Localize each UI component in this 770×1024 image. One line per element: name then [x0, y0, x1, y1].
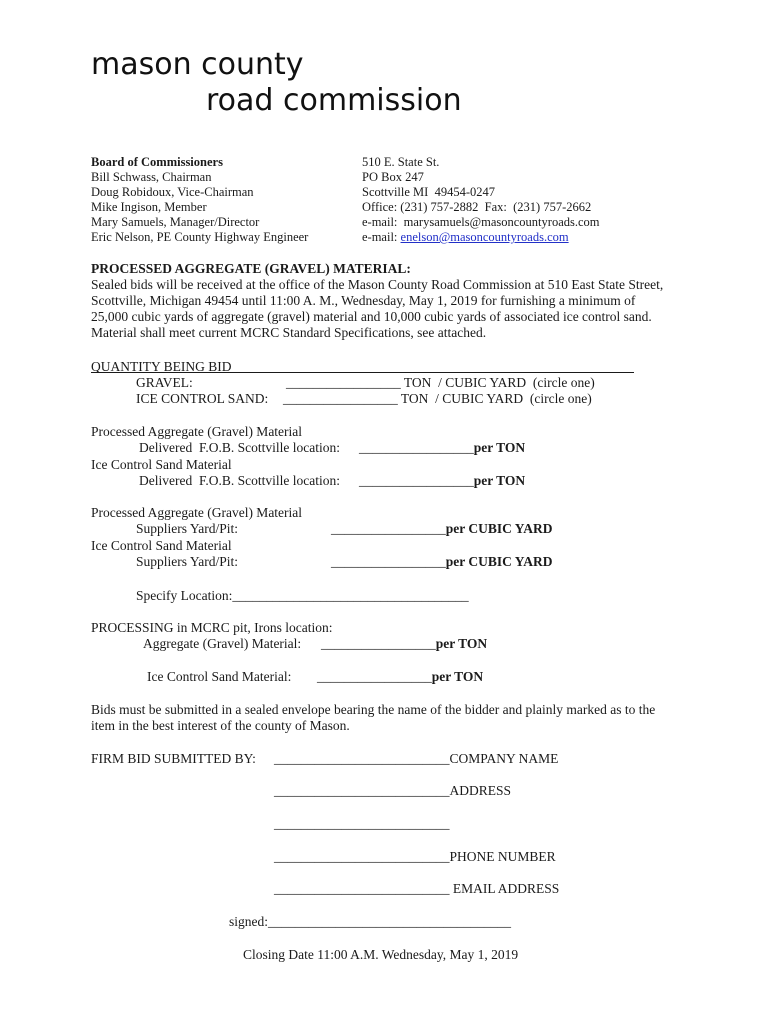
- board-member: Eric Nelson, PE County Highway Engineer: [91, 230, 309, 244]
- price-unit: per TON: [431, 669, 484, 684]
- delivered-sand-location: Delivered F.O.B. Scottville location:: [139, 473, 341, 488]
- email-line-2: [362, 230, 569, 245]
- notice-line: Sealed bids will be received at the office of the Mason County Road Commission at 510 East State Street,: [91, 277, 664, 292]
- phone-label: PHONE NUMBER: [449, 849, 556, 864]
- email-link[interactable]: enelson@masoncountyroads.com: [400, 230, 569, 244]
- address-city: Scottville MI 49454-0247: [362, 185, 495, 199]
- delivered-gravel-price-field[interactable]: [359, 440, 525, 456]
- logo-line-1: mason county: [91, 47, 304, 82]
- pit-gravel-label: Suppliers Yard/Pit:: [136, 521, 239, 536]
- address-field[interactable]: [274, 783, 511, 799]
- gravel-unit: TON / CUBIC YARD (circle one): [400, 375, 595, 390]
- phone-blank[interactable]: __________________________: [274, 849, 450, 864]
- sand-unit: TON / CUBIC YARD (circle one): [397, 391, 592, 406]
- price-unit: per TON: [473, 440, 526, 455]
- email-blank[interactable]: __________________________: [274, 881, 450, 896]
- price-blank[interactable]: _________________: [321, 636, 436, 651]
- pit-item-gravel: Processed Aggregate (Gravel) Material: [91, 505, 303, 520]
- processing-aggregate-label: Aggregate (Gravel) Material:: [143, 636, 302, 651]
- pit-sand-label: Suppliers Yard/Pit:: [136, 554, 239, 569]
- pit-sand-price-field[interactable]: [331, 554, 553, 570]
- delivered-item-gravel: Processed Aggregate (Gravel) Material: [91, 424, 303, 439]
- specify-location-field[interactable]: Specify Location:___________________________________: [136, 588, 469, 603]
- processing-heading: PROCESSING in MCRC pit, Irons location:: [91, 620, 333, 635]
- board-member: Bill Schwass, Chairman: [91, 170, 212, 184]
- email-prefix: e-mail:: [362, 230, 401, 244]
- delivered-sand-price-field[interactable]: [359, 473, 525, 489]
- gravel-quantity-field[interactable]: [286, 375, 595, 391]
- notice-line: Scottville, Michigan 49454 until 11:00 A. M., Wednesday, May 1, 2019 for furnishing a minimum of: [91, 293, 636, 308]
- price-blank[interactable]: _________________: [359, 440, 474, 455]
- company-name-field[interactable]: [274, 751, 558, 767]
- board-title: Board of Commissioners: [91, 155, 223, 169]
- closing-date: Closing Date 11:00 A.M. Wednesday, May 1, 2019: [243, 947, 519, 962]
- delivered-item-sand: Ice Control Sand Material: [91, 457, 232, 472]
- price-blank[interactable]: _________________: [331, 521, 446, 536]
- phone-field[interactable]: [274, 849, 556, 865]
- address-po-box: PO Box 247: [362, 170, 424, 184]
- notice-line: Material shall meet current MCRC Standard Specifications, see attached.: [91, 325, 487, 340]
- delivered-gravel-location: Delivered F.O.B. Scottville location:: [139, 440, 341, 455]
- price-blank[interactable]: _________________: [359, 473, 474, 488]
- notice-line: 25,000 cubic yards of aggregate (gravel) material and 10,000 cubic yards of associated ice control sand.: [91, 309, 652, 324]
- email-address: marysamuels@masoncountyroads.com: [403, 215, 600, 229]
- price-unit: per TON: [435, 636, 488, 651]
- submission-line: Bids must be submitted in a sealed envelope bearing the name of the bidder and plainly marked as to the: [91, 702, 656, 717]
- office-phone-fax: Office: (231) 757-2882 Fax: (231) 757-2662: [362, 200, 592, 214]
- sand-label: ICE CONTROL SAND:: [136, 391, 269, 406]
- submission-line: item in the best interest of the county of Mason.: [91, 718, 350, 733]
- processing-sand-label: Ice Control Sand Material:: [147, 669, 292, 684]
- email-line-1: [362, 215, 600, 230]
- board-member: Mary Samuels, Manager/Director: [91, 215, 260, 229]
- gravel-blank[interactable]: _________________: [286, 375, 401, 390]
- email-prefix: e-mail:: [362, 215, 404, 229]
- email-label: EMAIL ADDRESS: [449, 881, 560, 896]
- processing-sand-price-field[interactable]: [317, 669, 483, 685]
- pit-gravel-price-field[interactable]: [331, 521, 553, 537]
- company-blank[interactable]: __________________________: [274, 751, 450, 766]
- email-field[interactable]: [274, 881, 559, 897]
- signature-field[interactable]: signed:____________________________________: [229, 914, 511, 929]
- address-blank[interactable]: __________________________: [274, 783, 450, 798]
- pit-item-sand: Ice Control Sand Material: [91, 538, 232, 553]
- quantity-heading: QUANTITY BEING BID: [91, 359, 634, 373]
- gravel-label: GRAVEL:: [136, 375, 193, 390]
- company-label: COMPANY NAME: [449, 751, 559, 766]
- processing-aggregate-price-field[interactable]: [321, 636, 487, 652]
- firm-bid-label: FIRM BID SUBMITTED BY:: [91, 751, 256, 766]
- address-street: 510 E. State St.: [362, 155, 440, 169]
- board-member: Mike Ingison, Member: [91, 200, 207, 214]
- address-line-2-field[interactable]: __________________________: [274, 816, 450, 831]
- price-blank[interactable]: _________________: [317, 669, 432, 684]
- address-label: ADDRESS: [449, 783, 512, 798]
- logo-line-2: road commission: [206, 83, 462, 118]
- price-blank[interactable]: _________________: [331, 554, 446, 569]
- price-unit: per TON: [473, 473, 526, 488]
- sand-quantity-field[interactable]: [283, 391, 592, 407]
- board-member: Doug Robidoux, Vice-Chairman: [91, 185, 254, 199]
- price-unit: per CUBIC YARD: [445, 554, 553, 569]
- sand-blank[interactable]: _________________: [283, 391, 398, 406]
- price-unit: per CUBIC YARD: [445, 521, 553, 536]
- notice-heading: PROCESSED AGGREGATE (GRAVEL) MATERIAL:: [91, 261, 411, 276]
